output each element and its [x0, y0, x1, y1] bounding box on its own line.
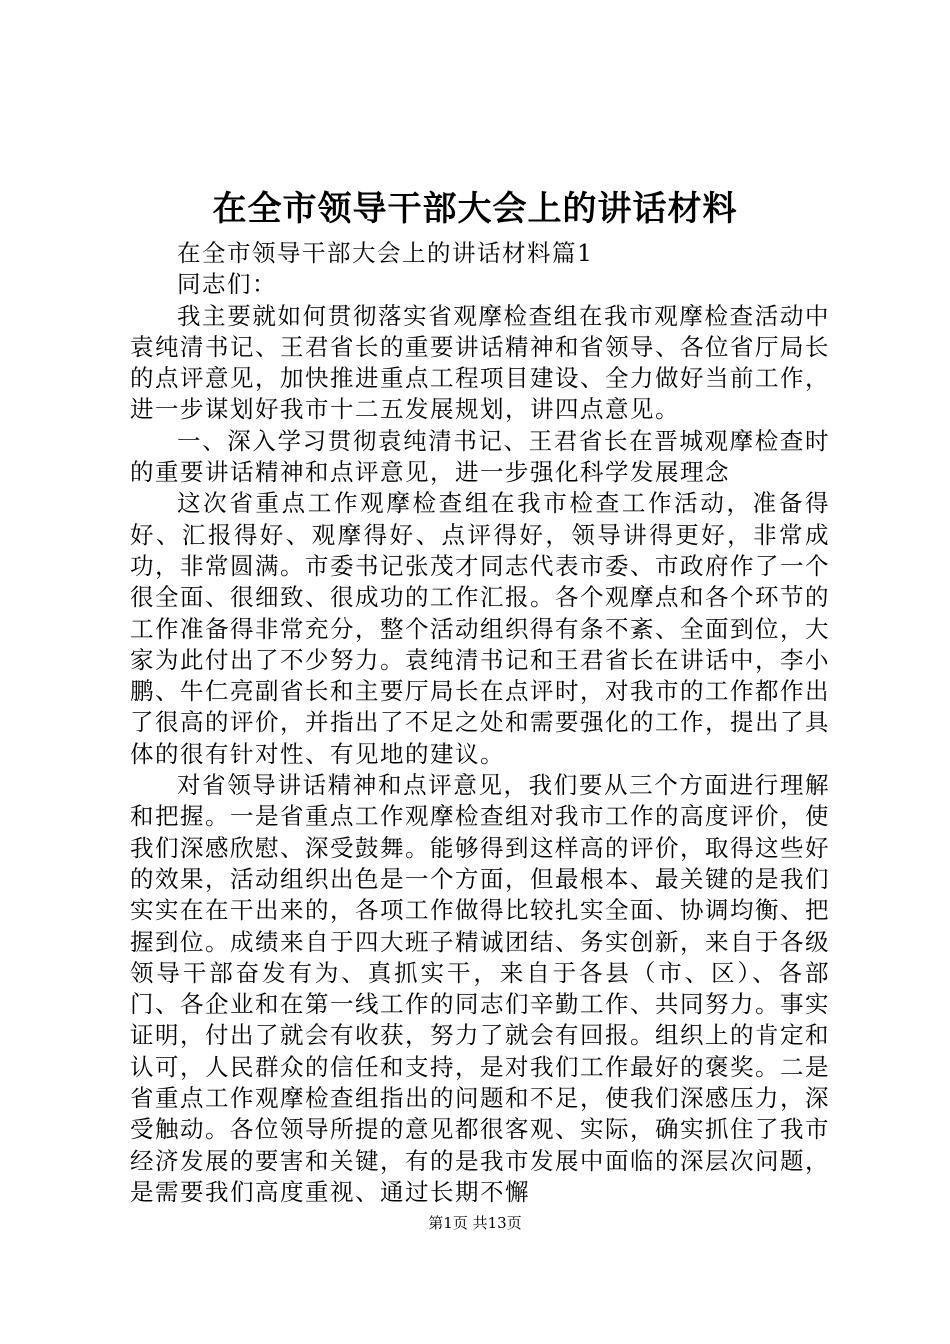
section-heading: 在全市领导干部大会上的讲话材料篇1: [177, 239, 594, 267]
document-body: [130, 238, 830, 1208]
paragraph: 一、深入学习贯彻袁纯清书记、王君省长在晋城观摩检查时的重要讲话精神和点评意见，进一步强化科学发展理念: [130, 426, 830, 487]
paragraph: 对省领导讲话精神和点评意见，我们要从三个方面进行理解和把握。一是省重点工作观摩检查组对我市工作的高度评价，使我们深感欣慰、深受鼓舞。能够得到这样高的评价，取得这些好的效果，活动组织出色是一个方面，但最根本、最关键的是我们实实在在干出来的，各项工作做得比较扎实全面、协调均衡、把握到位。成绩来自于四大班子精诚团结、务实创新，来自于各级领导干部奋发有为、真抓实干，来自于各县（市、区）、各部门、各企业和在第一线工作的同志们辛勤工作、共同努力。事实证明，付出了就会有收获，努力了就会有回报。组织上的肯定和认可，人民群众的信任和支持，是对我们工作最好的褒奖。二是省重点工作观摩检查组指出的问题和不足，使我们深感压力，深受触动。各位领导所提的意见都很客观、实际，确实抓住了我市经济发展的要害和关键，有的是我市发展中面临的深层次问题，是需要我们高度重视、通过长期不懈: [130, 771, 830, 1206]
salutation: 同志们：: [177, 270, 277, 299]
page-number: 第1页 共13页: [428, 1214, 522, 1232]
paragraph: 我主要就如何贯彻落实省观摩检查组在我市观摩检查活动中袁纯清书记、王君省长的重要讲话精神和省领导、各位省厅局长的点评意见，加快推进重点工程项目建设、全力做好当前工作，进一步谋划好我市十二五发展规划，讲四点意见。: [130, 301, 830, 424]
document-title: 在全市领导干部大会上的讲话材料: [212, 189, 738, 229]
paragraph: 这次省重点工作观摩检查组在我市检查工作活动，准备得好、汇报得好、观摩得好、点评得好，领导讲得更好，非常成功，非常圆满。市委书记张茂才同志代表市委、市政府作了一个很全面、很细致、很成功的工作汇报。各个观摩点和各个环节的工作准备得非常充分，整个活动组织得有条不紊、全面到位，大家为此付出了不少努力。袁纯清书记和王君省长在讲话中，李小鹏、牛仁亮副省长和主要厅局长在点评时，对我市的工作都作出了很高的评价，并指出了不足之处和需要强化的工作，提出了具体的很有针对性、有见地的建议。: [130, 489, 830, 768]
